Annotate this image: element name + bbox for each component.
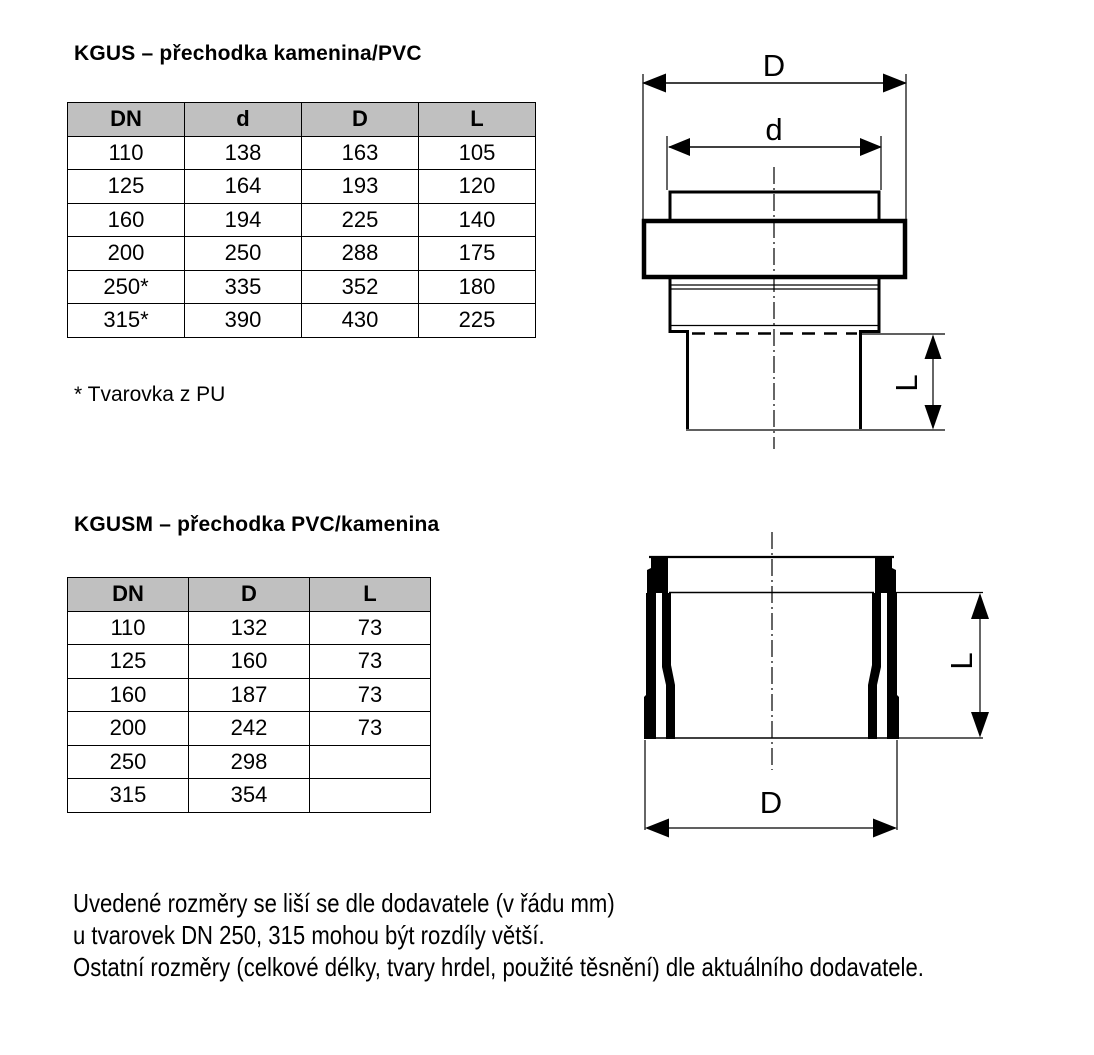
table-row [68,645,431,679]
arrowhead-left-icon [645,819,669,838]
table-header [68,103,536,137]
fitting-body [644,192,945,430]
table-cell: 160 [189,645,310,679]
table-row [68,611,431,645]
table-cell: 73 [310,645,431,679]
table-cell: 180 [419,270,536,304]
arrowhead-down-icon [971,712,989,738]
table-cell [310,745,431,779]
table-cell: 125 [68,170,185,204]
table-cell: 298 [189,745,310,779]
arrowhead-up-icon [925,335,942,360]
table-cell: 335 [185,270,302,304]
arrowhead-up-icon [971,593,989,619]
dimension-L [896,593,989,739]
table-row [68,203,536,237]
table-cell: 194 [185,203,302,237]
dimension-label-D: D [762,48,786,83]
dimension-label-D: D [759,785,783,820]
column-header: L [419,103,536,137]
table-row [68,779,431,813]
note-line: Uvedené rozměry se liší se dle dodavatele (v řádu mm) [73,888,615,918]
table-cell: 288 [302,237,419,271]
table-cell [310,779,431,813]
table-cell: 164 [185,170,302,204]
pu-footnote: * Tvarovka z PU [74,383,226,406]
column-header: d [185,103,302,137]
table-cell: 140 [419,203,536,237]
table-row [68,136,536,170]
table-header-row [68,103,536,137]
supplier-notes [73,887,924,983]
arrowhead-left-icon [668,138,690,156]
table-cell: 250 [185,237,302,271]
kgus-technical-drawing [600,40,1000,460]
kgusm-dimensions-table [67,577,431,813]
kgus-section-title: KGUS – přechodka kamenina/PVC [74,42,422,65]
table-cell: 110 [68,136,185,170]
table-cell: 73 [310,611,431,645]
dimension-D [645,740,897,838]
table-cell: 193 [302,170,419,204]
column-header: D [189,578,310,612]
table-cell: 225 [419,304,536,338]
table-cell: 354 [189,779,310,813]
table-cell: 138 [185,136,302,170]
table-cell: 160 [68,203,185,237]
table-cell: 110 [68,611,189,645]
dimension-label-L: L [944,652,979,670]
table-header [68,578,431,612]
column-header: DN [68,103,185,137]
arrowhead-down-icon [925,405,942,430]
note-line: Ostatní rozměry (celkové délky, tvary hrdel, použité těsnění) dle aktuálního dodavatele. [73,952,924,982]
table-cell: 430 [302,304,419,338]
table-cell: 390 [185,304,302,338]
column-header: D [302,103,419,137]
kgusm-technical-drawing [600,500,1020,860]
table-row [68,745,431,779]
kgusm-section-title: KGUSM – přechodka PVC/kamenina [74,513,440,536]
table-cell: 242 [189,712,310,746]
table-cell: 315* [68,304,185,338]
dimension-L [862,334,945,430]
table-cell: 200 [68,237,185,271]
arrowhead-right-icon [883,74,907,93]
table-cell: 163 [302,136,419,170]
table-cell: 132 [189,611,310,645]
arrowhead-left-icon [642,74,666,93]
kgus-dimensions-table [67,102,536,338]
table-cell: 105 [419,136,536,170]
table-cell: 73 [310,678,431,712]
table-cell: 73 [310,712,431,746]
table-row [68,270,536,304]
table-cell: 315 [68,779,189,813]
table-header-row [68,578,431,612]
column-header: DN [68,578,189,612]
table-cell: 160 [68,678,189,712]
table-cell: 120 [419,170,536,204]
dimension-label-L: L [889,374,924,392]
table-row [68,170,536,204]
table-row [68,712,431,746]
table-cell: 352 [302,270,419,304]
table-row [68,237,536,271]
table-row [68,304,536,338]
table-row [68,678,431,712]
arrowhead-right-icon [860,138,882,156]
table-cell: 225 [302,203,419,237]
column-header: L [310,578,431,612]
table-cell: 200 [68,712,189,746]
dimension-label-d: d [765,112,783,147]
table-cell: 250* [68,270,185,304]
table-cell: 250 [68,745,189,779]
table-cell: 187 [189,678,310,712]
arrowhead-right-icon [873,819,897,838]
note-line: u tvarovek DN 250, 315 mohou být rozdíly větší. [73,920,545,950]
table-cell: 125 [68,645,189,679]
table-cell: 175 [419,237,536,271]
